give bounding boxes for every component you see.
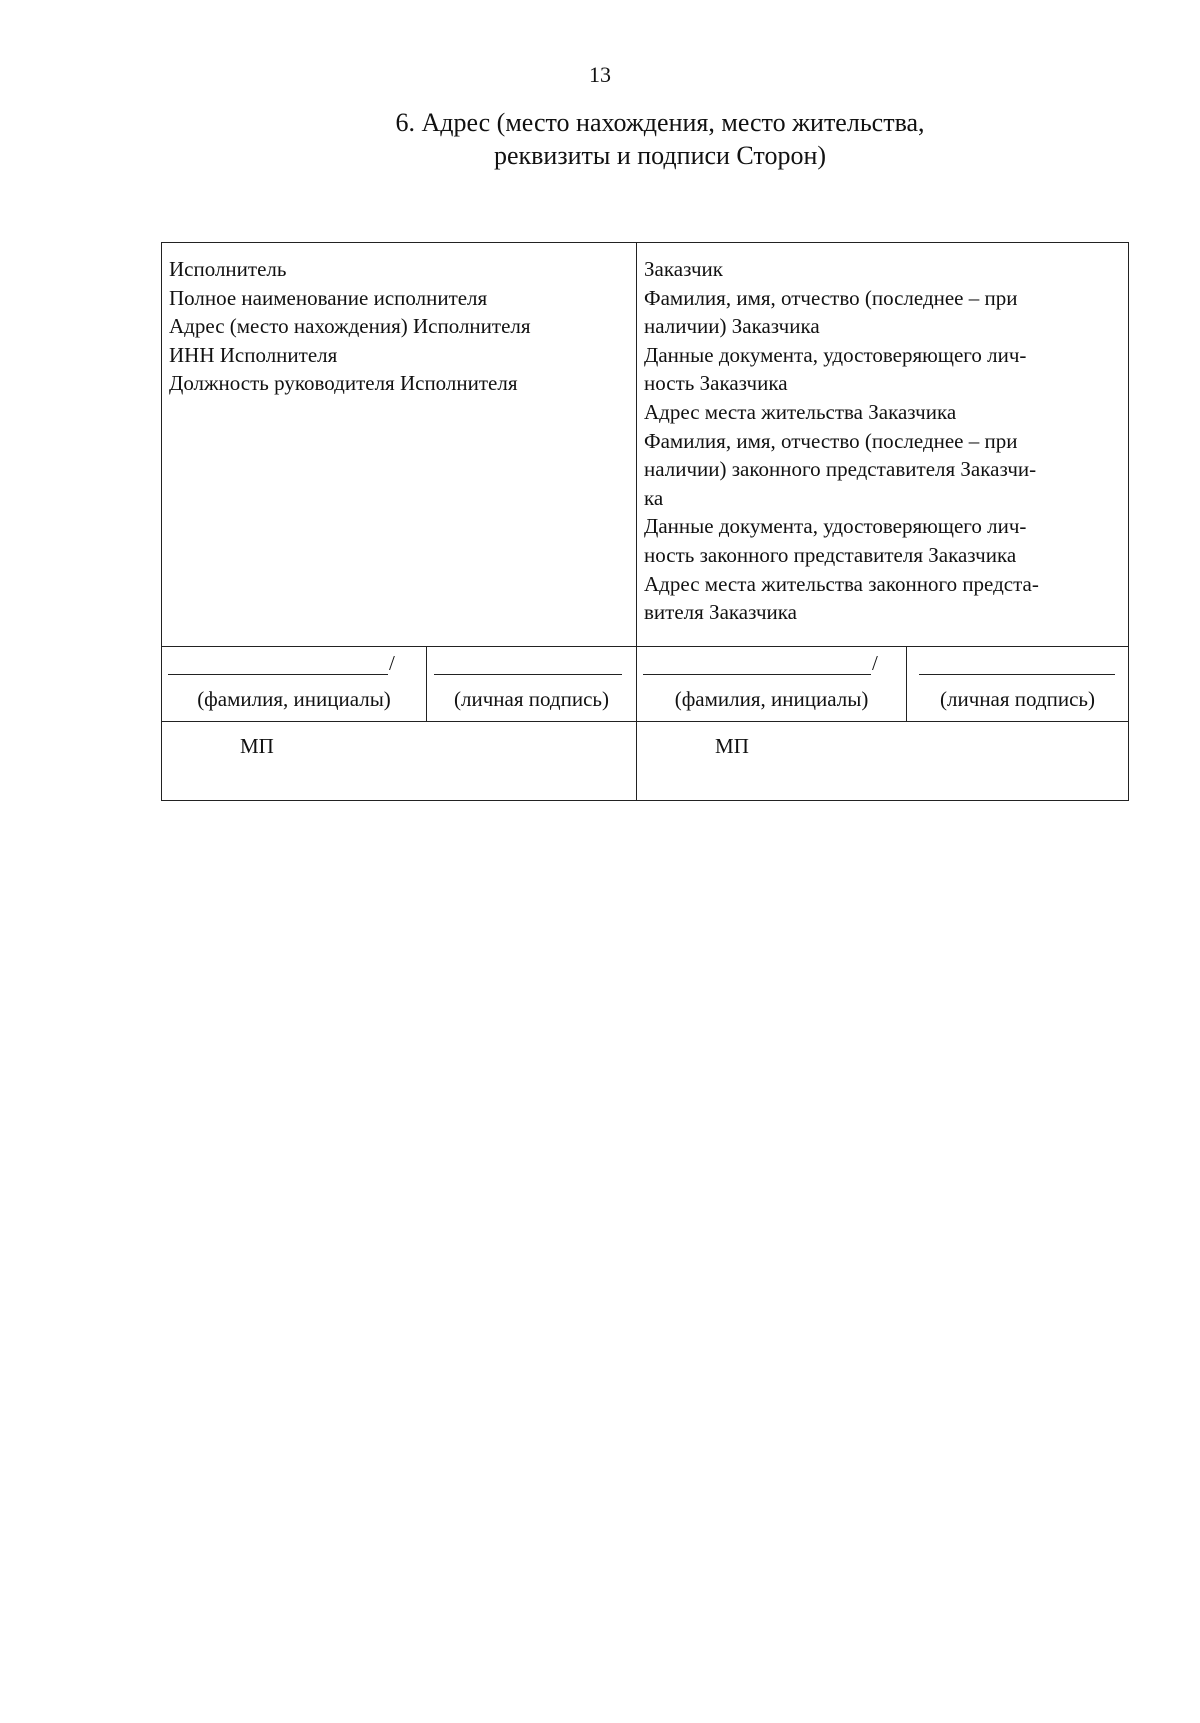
- customer-signature-line[interactable]: [919, 674, 1115, 675]
- customer-name-signature-cell: [637, 647, 907, 722]
- executor-personal-signature-cell: [427, 647, 637, 722]
- executor-inn: ИНН Исполнителя: [169, 342, 338, 367]
- executor-address: Адрес (место нахождения) Исполнителя: [169, 314, 531, 339]
- customer-line: Адрес места жительства законного предста-: [644, 571, 1039, 596]
- customer-line: Фамилия, имя, отчество (последнее – при: [644, 428, 1018, 453]
- executor-stamp-label: МП: [240, 734, 274, 758]
- executor-details-cell: [162, 243, 637, 647]
- page-number: 13: [589, 62, 611, 87]
- customer-line: Фамилия, имя, отчество (последнее – при: [644, 285, 1018, 310]
- requisites-table: [161, 242, 1129, 801]
- customer-line: наличии) Заказчика: [644, 314, 820, 339]
- section-title-line-1: 6. Адрес (место нахождения, место жительства,: [395, 108, 925, 137]
- executor-head-position: Должность руководителя Исполнителя: [169, 371, 518, 396]
- customer-line: ка: [644, 485, 664, 510]
- customer-personal-signature-cell: [907, 647, 1129, 722]
- customer-line: Данные документа, удостоверяющего лич-: [644, 514, 1027, 539]
- customer-signature-caption: (личная подпись): [940, 687, 1095, 711]
- executor-stamp-cell: [162, 722, 637, 801]
- customer-line: наличии) законного представителя Заказчи-: [644, 457, 1037, 482]
- customer-line: ность законного представителя Заказчика: [644, 542, 1017, 567]
- executor-signature-caption: (личная подпись): [454, 687, 609, 711]
- customer-slash: /: [872, 651, 878, 675]
- customer-line: Данные документа, удостоверяющего лич-: [644, 342, 1027, 367]
- section-title-line-2: реквизиты и подписи Сторон): [493, 141, 827, 170]
- customer-stamp-cell: [637, 722, 1129, 801]
- customer-name-line[interactable]: [643, 674, 871, 675]
- section-title: [250, 106, 1070, 172]
- customer-name-caption: (фамилия, инициалы): [674, 687, 869, 711]
- executor-name-signature-cell: [162, 647, 427, 722]
- executor-name-line[interactable]: [168, 674, 388, 675]
- executor-slash: /: [389, 651, 395, 675]
- executor-name-caption: (фамилия, инициалы): [197, 687, 391, 711]
- customer-line: Адрес места жительства Заказчика: [644, 399, 957, 424]
- customer-details-cell: [637, 243, 1129, 647]
- executor-signature-line[interactable]: [434, 674, 622, 675]
- customer-stamp-label: МП: [715, 734, 749, 758]
- customer-line: ность Заказчика: [644, 371, 788, 396]
- customer-heading: Заказчик: [644, 257, 723, 281]
- executor-full-name: Полное наименование исполнителя: [169, 285, 488, 310]
- customer-line: вителя Заказчика: [644, 600, 797, 625]
- executor-heading: Исполнитель: [169, 257, 287, 281]
